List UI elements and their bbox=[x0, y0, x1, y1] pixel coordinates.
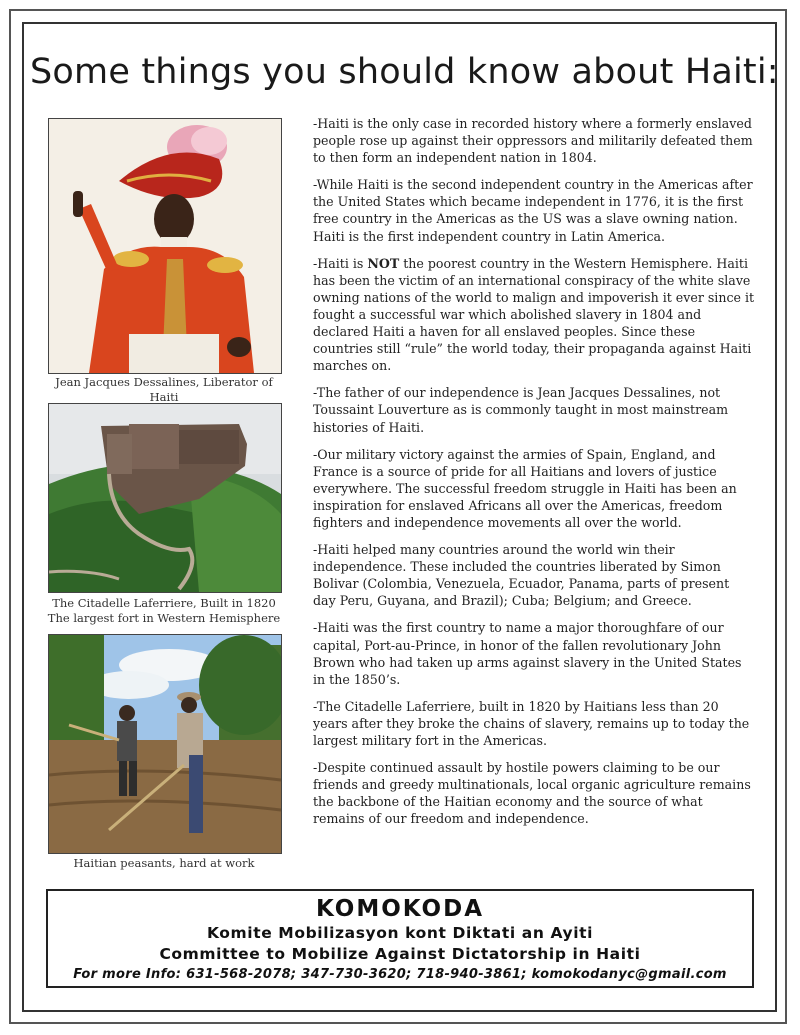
caption-citadelle-1: The Citadelle Laferriere, Built in 1820 bbox=[52, 596, 276, 610]
not-emphasis: NOT bbox=[367, 255, 400, 271]
org-name-kreyol: Komite Mobilizasyon kont Diktati an Ayiti bbox=[206, 924, 594, 942]
page-title: Some things you should know about Haiti: bbox=[30, 52, 779, 92]
caption-peasants: Haitian peasants, hard at work bbox=[73, 856, 255, 870]
fact-6: -Haiti helped many countries around the world win their independence. These included the countries liberated by Simon Bolivar (Colombia, Venezuela, Ecuador, Panama, parts of present day Peru, Guyana, and Brazil); Cuba; Belgium; and Greece. bbox=[313, 542, 730, 609]
facts-column bbox=[313, 115, 755, 837]
dessalines-portrait-icon bbox=[48, 118, 282, 374]
caption-citadelle-2: The largest fort in Western Hemisphere bbox=[47, 611, 281, 625]
fact-4: -The father of our independence is Jean Jacques Dessalines, not Toussaint Louverture as is commonly taught in most mainstream histories of Haiti. bbox=[313, 385, 729, 435]
org-name-english: Committee to Mobilize Against Dictatorship in Haiti bbox=[159, 945, 641, 963]
fact-5: -Our military victory against the armies of Spain, England, and France is a source of pride for all Haitians and lovers of justice everywhere. The successful freedom struggle in Haiti has been an inspiration for enslaved Africans all over the Americas, freedom fighters and independence movements all over the world. bbox=[313, 446, 737, 530]
org-name: KOMOKODA bbox=[315, 896, 484, 922]
caption-dessalines: Jean Jacques Dessalines, Liberator of Haiti bbox=[55, 375, 273, 404]
contact-info: For more Info: 631-568-2078; 347-730-3620; 718-940-3861; komokodanyc@gmail.com bbox=[73, 967, 727, 982]
organization-box bbox=[46, 889, 754, 988]
fact-8: -The Citadelle Laferriere, built in 1820 by Haitians less than 20 years after they broke the chains of slavery, remains up to today the largest military fort in the Americas. bbox=[313, 698, 750, 748]
fact-9: -Despite continued assault by hostile powers claiming to be our friends and greedy multinationals, local organic agriculture remains the backbone of the Haitian economy and the source of what remains of our freedom and independence. bbox=[313, 760, 751, 827]
fact-3: -Haiti is NOT the poorest country in the Western Hemisphere. Haiti has been the victim of an international conspiracy of the white slave owning nations of the world to malign and impoverish it ever since it fought a successful war which abolished slavery in 1804 and declared Haiti a haven for all enslaved peoples. Since these countries still “rule” the world today, their propaganda against Haiti marches on. bbox=[313, 255, 755, 374]
peasants-farming-icon bbox=[48, 634, 282, 854]
fact-2: -While Haiti is the second independent country in the Americas after the United States which became independent in 1776, it is the first free country in the Americas as the US was a slave owning nation. Haiti is the first independent country in Latin America. bbox=[313, 177, 753, 244]
fact-7: -Haiti was the first country to name a major thoroughfare of our capital, Port-au-Prince, in honor of the fallen revolutionary John Brown who had taken up arms against slavery in the United States in the 1850’s. bbox=[313, 620, 742, 687]
fact-1: -Haiti is the only case in recorded history where a formerly enslaved people rose up against their oppressors and militarily defeated them to then form an independent nation in 1804. bbox=[313, 116, 753, 166]
citadelle-fort-icon bbox=[48, 403, 282, 593]
